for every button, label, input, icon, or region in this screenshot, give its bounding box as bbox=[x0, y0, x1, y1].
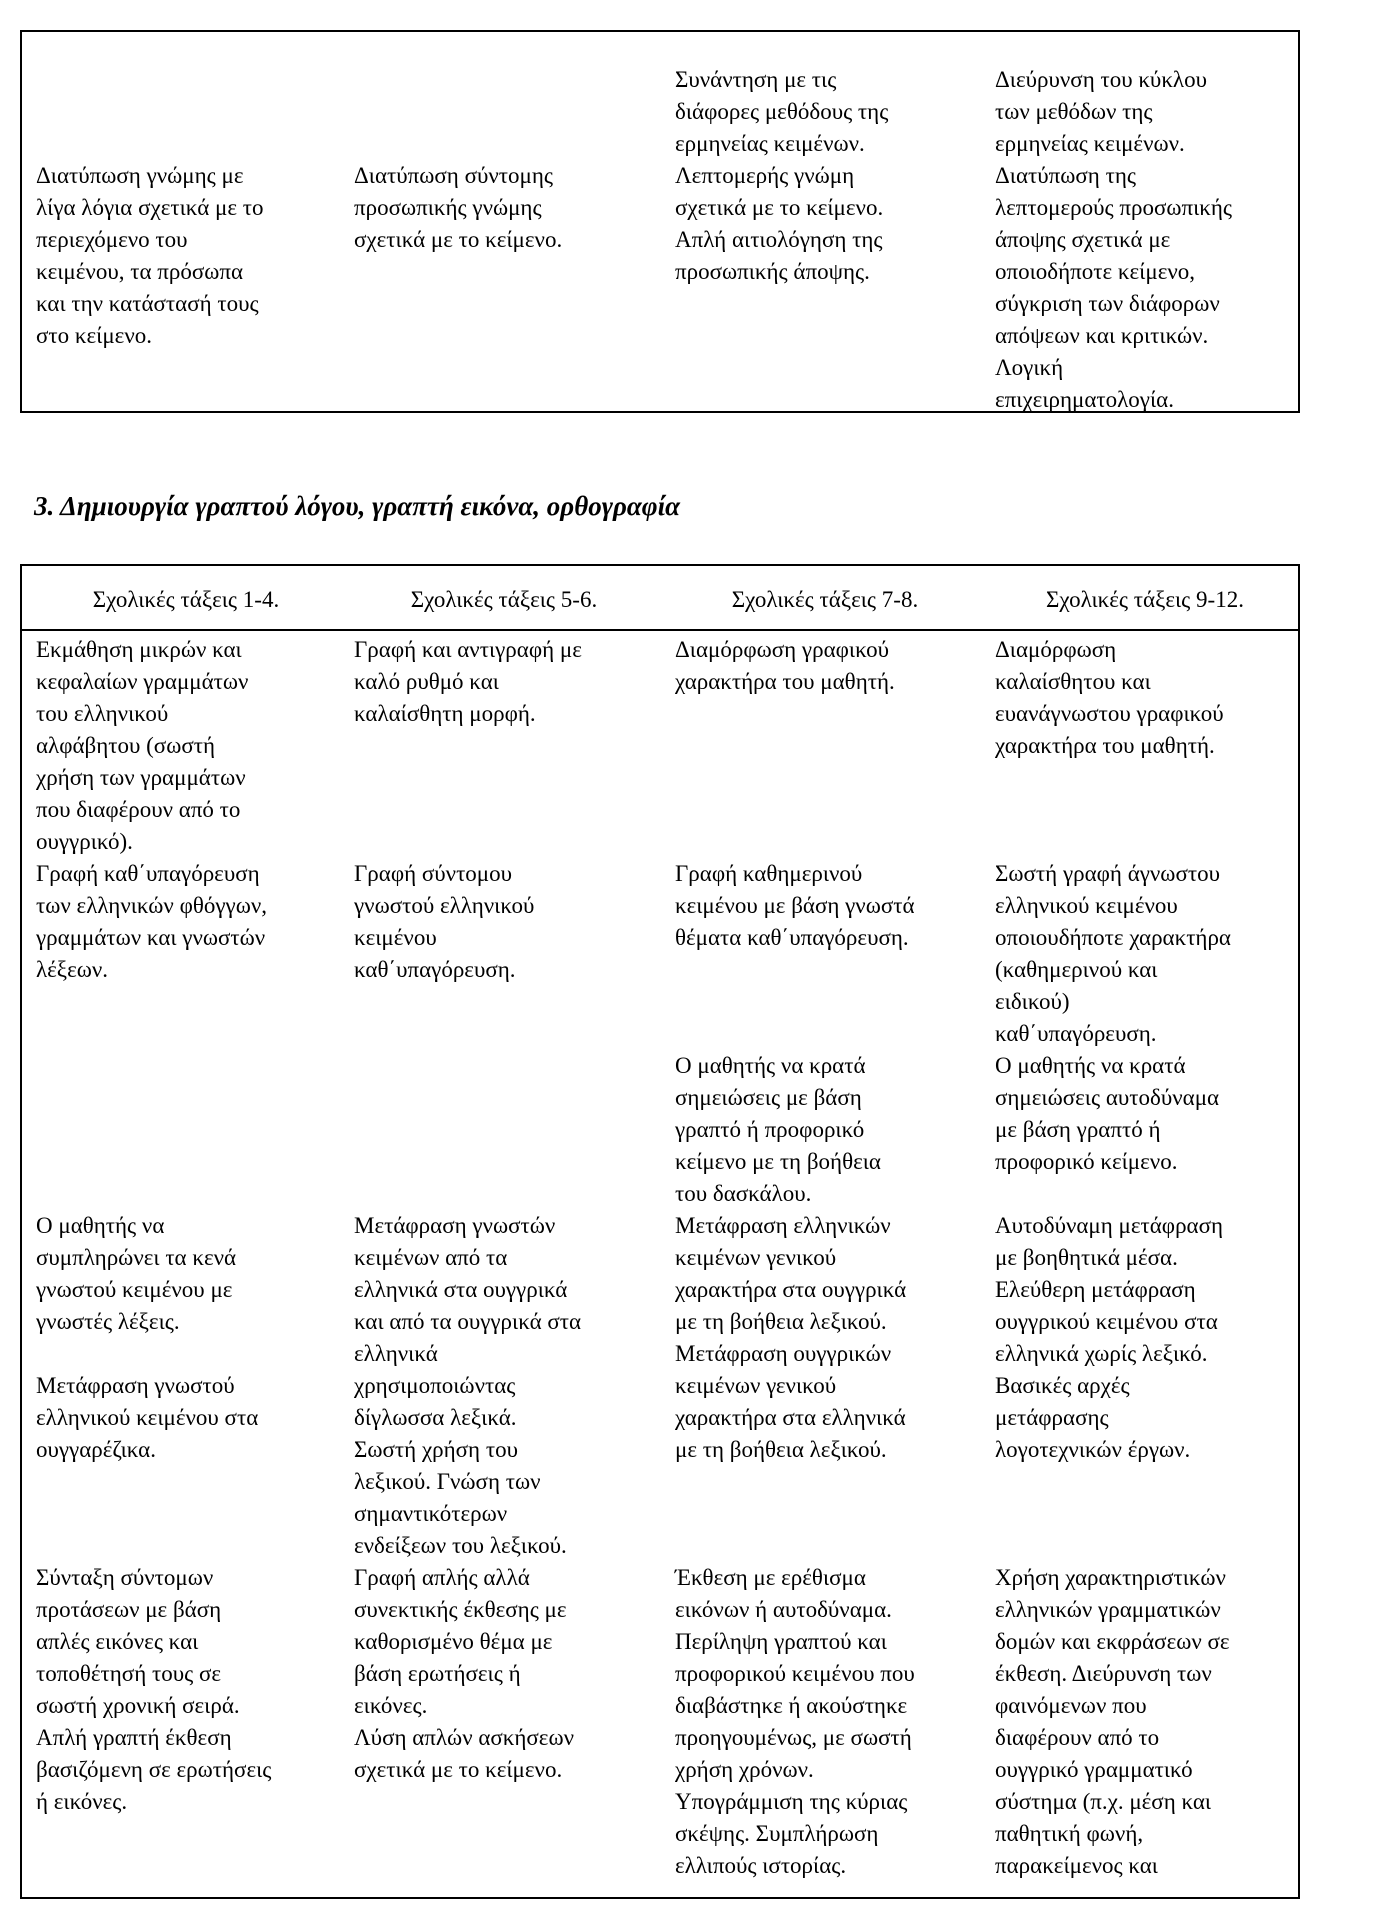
table-cell: Διαμόρφωση καλαίσθητου και ευανάγνωστου γραφικού χαρακτήρα του μαθητή. bbox=[995, 637, 1224, 758]
table-cell: Χρήση χαρακτηριστικών ελληνικών γραμματικών δομών και εκφράσεων σε έκθεση. Διεύρυνση των φαινόμενων που διαφέρουν από το ουγγρικό γραμματικό σύστημα (π.χ. μέση και παθητική φωνή, παρακείμενος και bbox=[995, 1565, 1230, 1878]
table-cell: Ο μαθητής να κρατά σημειώσεις αυτοδύναμα με βάση γραπτό ή προφορικό κείμενο. bbox=[995, 1053, 1220, 1174]
table-cell: Ο μαθητής να κρατά σημειώσεις με βάση γραπτό ή προφορικό κείμενο με τη βοήθεια του δασκάλου. bbox=[675, 1053, 881, 1206]
column-header: Σχολικές τάξεις 9-12. bbox=[1046, 587, 1244, 612]
table-cell: Αυτοδύναμη μετάφραση με βοηθητικά μέσα. Ελεύθερη μετάφραση ουγγρικού κειμένου στα ελληνικά χωρίς λεξικό. Βασικές αρχές μετάφρασης λογοτεχνικών έργων. bbox=[995, 1213, 1224, 1462]
section-title: 3. Δημιουργία γραπτού λόγου, γραπτή εικόνα, ορθογραφία bbox=[34, 491, 681, 521]
column-header: Σχολικές τάξεις 1-4. bbox=[92, 587, 280, 612]
table-cell: Διατύπωση σύντομης προσωπικής γνώμης σχετικά με το κείμενο. bbox=[354, 163, 563, 252]
table-cell: Διαμόρφωση γραφικού χαρακτήρα του μαθητή. bbox=[675, 637, 895, 694]
table-cell: Γραφή σύντομου γνωστού ελληνικού κειμένου καθ΄υπαγόρευση. bbox=[354, 861, 535, 982]
table-cell: Διεύρυνση του κύκλου των μεθόδων της ερμηνείας κειμένων. Διατύπωση της λεπτομερούς προσωπικής άποψης σχετικά με οποιοδήποτε κείμενο, σύγκριση των διάφορων απόψεων και κριτικών. Λογική επιχειρηματολογία. bbox=[995, 67, 1233, 412]
table-cell: Έκθεση με ερέθισμα εικόνων ή αυτοδύναμα. Περίληψη γραπτού και προφορικού κειμένου που διαβάστηκε ή ακούστηκε προηγουμένως, με σωστή χρήση χρόνων. Υπογράμμιση της κύριας σκέψης. Συμπλήρωση ελλιπούς ιστορίας. bbox=[675, 1565, 915, 1878]
table-cell: Συνάντηση με τις διάφορες μεθόδους της ερμηνείας κειμένων. Λεπτομερής γνώμη σχετικά με το κείμενο. Απλή αιτιολόγηση της προσωπικής άποψης. bbox=[675, 67, 889, 284]
table-cell: Ο μαθητής να συμπληρώνει τα κενά γνωστού κειμένου με γνωστές λέξεις. Μετάφραση γνωστού ελληνικού κειμένου στα ουγγαρέζικα. bbox=[36, 1213, 259, 1462]
column-header: Σχολικές τάξεις 7-8. bbox=[731, 587, 919, 612]
table-cell: Γραφή καθ΄υπαγόρευση των ελληνικών φθόγγων, γραμμάτων και γνωστών λέξεων. bbox=[36, 861, 267, 982]
table-cell: Γραφή και αντιγραφή με καλό ρυθμό και καλαίσθητη μορφή. bbox=[354, 637, 582, 726]
table-cell: Σωστή γραφή άγνωστου ελληνικού κειμένου οποιουδήποτε χαρακτήρα (καθημερινού και ειδικού) καθ΄υπαγόρευση. bbox=[995, 861, 1231, 1046]
table-cell: Γραφή απλής αλλά συνεκτικής έκθεσης με καθορισμένο θέμα με βάση ερωτήσεις ή εικόνες. Λύση απλών ασκήσεων σχετικά με το κείμενο. bbox=[354, 1565, 575, 1782]
table-cell: Γραφή καθημερινού κειμένου με βάση γνωστά θέματα καθ΄υπαγόρευση. bbox=[675, 861, 915, 950]
header-divider bbox=[22, 629, 1298, 631]
column-header: Σχολικές τάξεις 5-6. bbox=[410, 587, 598, 612]
table-cell: Σύνταξη σύντομων προτάσεων με βάση απλές εικόνες και τοποθέτησή τους σε σωστή χρονική σειρά. Απλή γραπτή έκθεση βασιζόμενη σε ερωτήσεις ή εικόνες. bbox=[36, 1565, 272, 1814]
table-cell: Διατύπωση γνώμης με λίγα λόγια σχετικά με το περιεχόμενο του κειμένου, τα πρόσωπα και την κατάστασή τους στο κείμενο. bbox=[36, 163, 264, 348]
table-cell: Μετάφραση ελληνικών κειμένων γενικού χαρακτήρα στα ουγγρικά με τη βοήθεια λεξικού. Μετάφραση ουγγρικών κειμένων γενικού χαρακτήρα στα ελληνικά με τη βοήθεια λεξικού. bbox=[675, 1213, 907, 1462]
writing-skills-table bbox=[20, 564, 1300, 1899]
table-cell: Μετάφραση γνωστών κειμένων από τα ελληνικά στα ουγγρικά και από τα ουγγρικά στα ελληνικά χρησιμοποιώντας δίγλωσσα λεξικά. Σωστή χρήση του λεξικού. Γνώση των σημαντικότερων ενδείξεων του λεξικού. bbox=[354, 1213, 582, 1558]
table-cell: Εκμάθηση μικρών και κεφαλαίων γραμμάτων του ελληνικού αλφάβητου (σωστή χρήση των γραμμάτων που διαφέρουν από το ουγγρικό). bbox=[36, 637, 249, 854]
previous-section-table bbox=[20, 30, 1300, 413]
